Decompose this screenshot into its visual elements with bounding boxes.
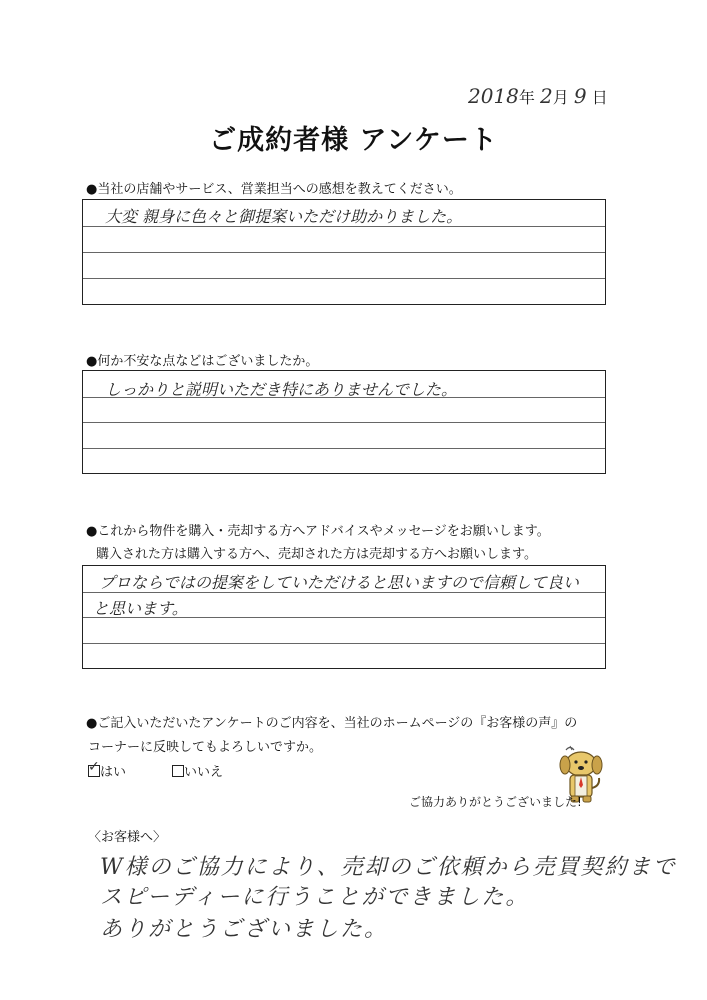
option-yes-label: はい <box>100 765 127 780</box>
date-year: 2018 <box>468 84 519 108</box>
answer-2: しっかりと説明いただき特にありませんでした。 <box>105 380 458 399</box>
answer-3-line-1: プロならではの提案をしていただけると思いますので信頼して良い <box>99 573 579 592</box>
date-day-unit: 日 <box>591 88 608 107</box>
answer-3-line-2: と思います。 <box>93 599 188 618</box>
option-no[interactable] <box>172 761 223 780</box>
message-line-1: W様のご協力により、売却のご依頼から売買契約まで <box>100 855 677 880</box>
message-line-3: ありがとうございました。 <box>100 917 389 942</box>
page-title: ご成約者様 アンケート <box>209 125 498 156</box>
checkbox-yes[interactable] <box>88 759 100 777</box>
answer-box-2 <box>82 370 606 474</box>
question-1: ●当社の店舗やサービス、営業担当への感想を教えてください。 <box>86 182 462 197</box>
to-customer-heading: 〈お客様へ〉 <box>88 830 167 845</box>
date-month-unit: 月 <box>552 88 569 107</box>
date <box>468 84 608 108</box>
question-4: ●ご記入いただいたアンケートのご内容を、当社のホームページの『お客様の声』の <box>86 716 578 731</box>
question-3-note: 購入された方は購入する方へ、売却された方は売却する方へお願いします。 <box>96 547 537 562</box>
question-2: ●何か不安な点などはございましたか。 <box>86 354 319 369</box>
date-year-unit: 年 <box>518 88 535 107</box>
question-3: ●これから物件を購入・売却する方へアドバイスやメッセージをお願いします。 <box>86 524 550 539</box>
answer-box-1 <box>82 199 606 305</box>
date-day: 9 <box>573 84 587 108</box>
option-no-label: いいえ <box>184 765 224 780</box>
answer-1: 大変 親身に色々と御提案いただけ助かりました。 <box>105 207 463 226</box>
message-line-2: スピーディーに行うことができました。 <box>100 885 530 910</box>
checkmark-icon: ✓ <box>88 759 100 775</box>
date-month: 2 <box>540 84 553 108</box>
answer-box-3 <box>82 565 606 669</box>
thanks-text: ご協力ありがとうございました! <box>409 795 582 809</box>
question-4-line-2: コーナーに反映してもよろしいですか。 <box>88 740 323 755</box>
option-yes[interactable] <box>88 761 126 780</box>
checkbox-no[interactable] <box>172 765 184 777</box>
